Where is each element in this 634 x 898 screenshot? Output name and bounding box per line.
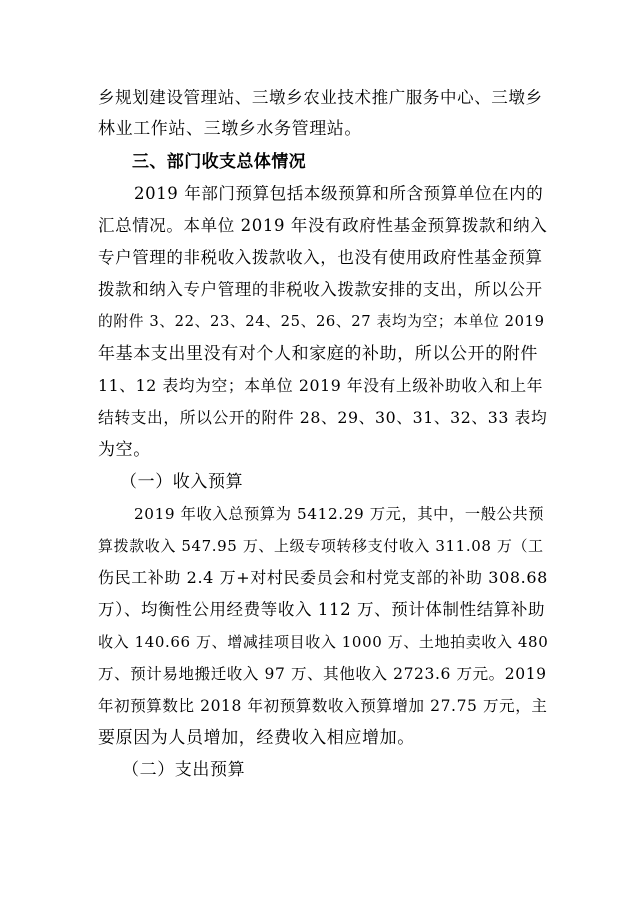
body-text-line: 汇总情况。本单位 2019 年没有政府性基金预算拨款和纳入 (98, 216, 548, 235)
body-text-line: 2019 年部门预算包括本级预算和所含预算单位在内的 (134, 184, 544, 203)
body-text-line: 拨款和纳入专户管理的非税收入拨款安排的支出，所以公开 (98, 280, 543, 299)
body-text-line: 收入 140.66 万、增减挂项目收入 1000 万、土地拍卖收入 480 (98, 633, 549, 651)
body-text-line: 伤民工补助 2.4 万+对村民委员会和村党支部的补助 308.68 (98, 568, 548, 587)
body-text-line: 为空。 (98, 440, 151, 460)
body-text-line: 乡规划建设管理站、三墩乡农业技术推广服务中心、三墩乡 (98, 88, 543, 107)
body-text-line: 万、预计易地搬迁收入 97 万、其他收入 2723.6 万元。2019 (98, 665, 547, 683)
body-text-line: 专户管理的非税收入拨款收入，也没有使用政府性基金预算 (98, 248, 543, 267)
body-text-line: 的附件 3、22、23、24、25、26、27 表均为空；本单位 2019 (98, 313, 545, 330)
body-text-line: 2019 年收入总预算为 5412.29 万元，其中，一般公共预 (134, 505, 545, 523)
subsection-heading: （一）收入预算 (120, 472, 244, 492)
body-text-line: 万）、均衡性公用经费等收入 112 万、预计体制性结算补助 (98, 600, 546, 619)
body-text-line: 结转支出，所以公开的附件 28、29、30、31、32、33 表均 (98, 408, 548, 427)
body-text-line: 年基本支出里没有对个人和家庭的补助，所以公开的附件 (98, 344, 538, 364)
body-text-line: 算拨款收入 547.95 万、上级专项转移支付收入 311.08 万（工 (98, 537, 544, 555)
body-text-line: 年初预算数比 2018 年初预算数收入预算增加 27.75 万元，主 (98, 697, 548, 715)
body-text-line: 11、12 表均为空；本单位 2019 年没有上级补助收入和上年 (98, 376, 544, 395)
body-text-line: 林业工作站、三墩乡水务管理站。 (98, 119, 362, 139)
section-heading: 三、部门收支总体情况 (132, 152, 306, 172)
body-text-line: 要原因为人员增加，经费收入相应增加。 (98, 728, 415, 748)
subsection-heading: （二）支出预算 (122, 760, 246, 780)
